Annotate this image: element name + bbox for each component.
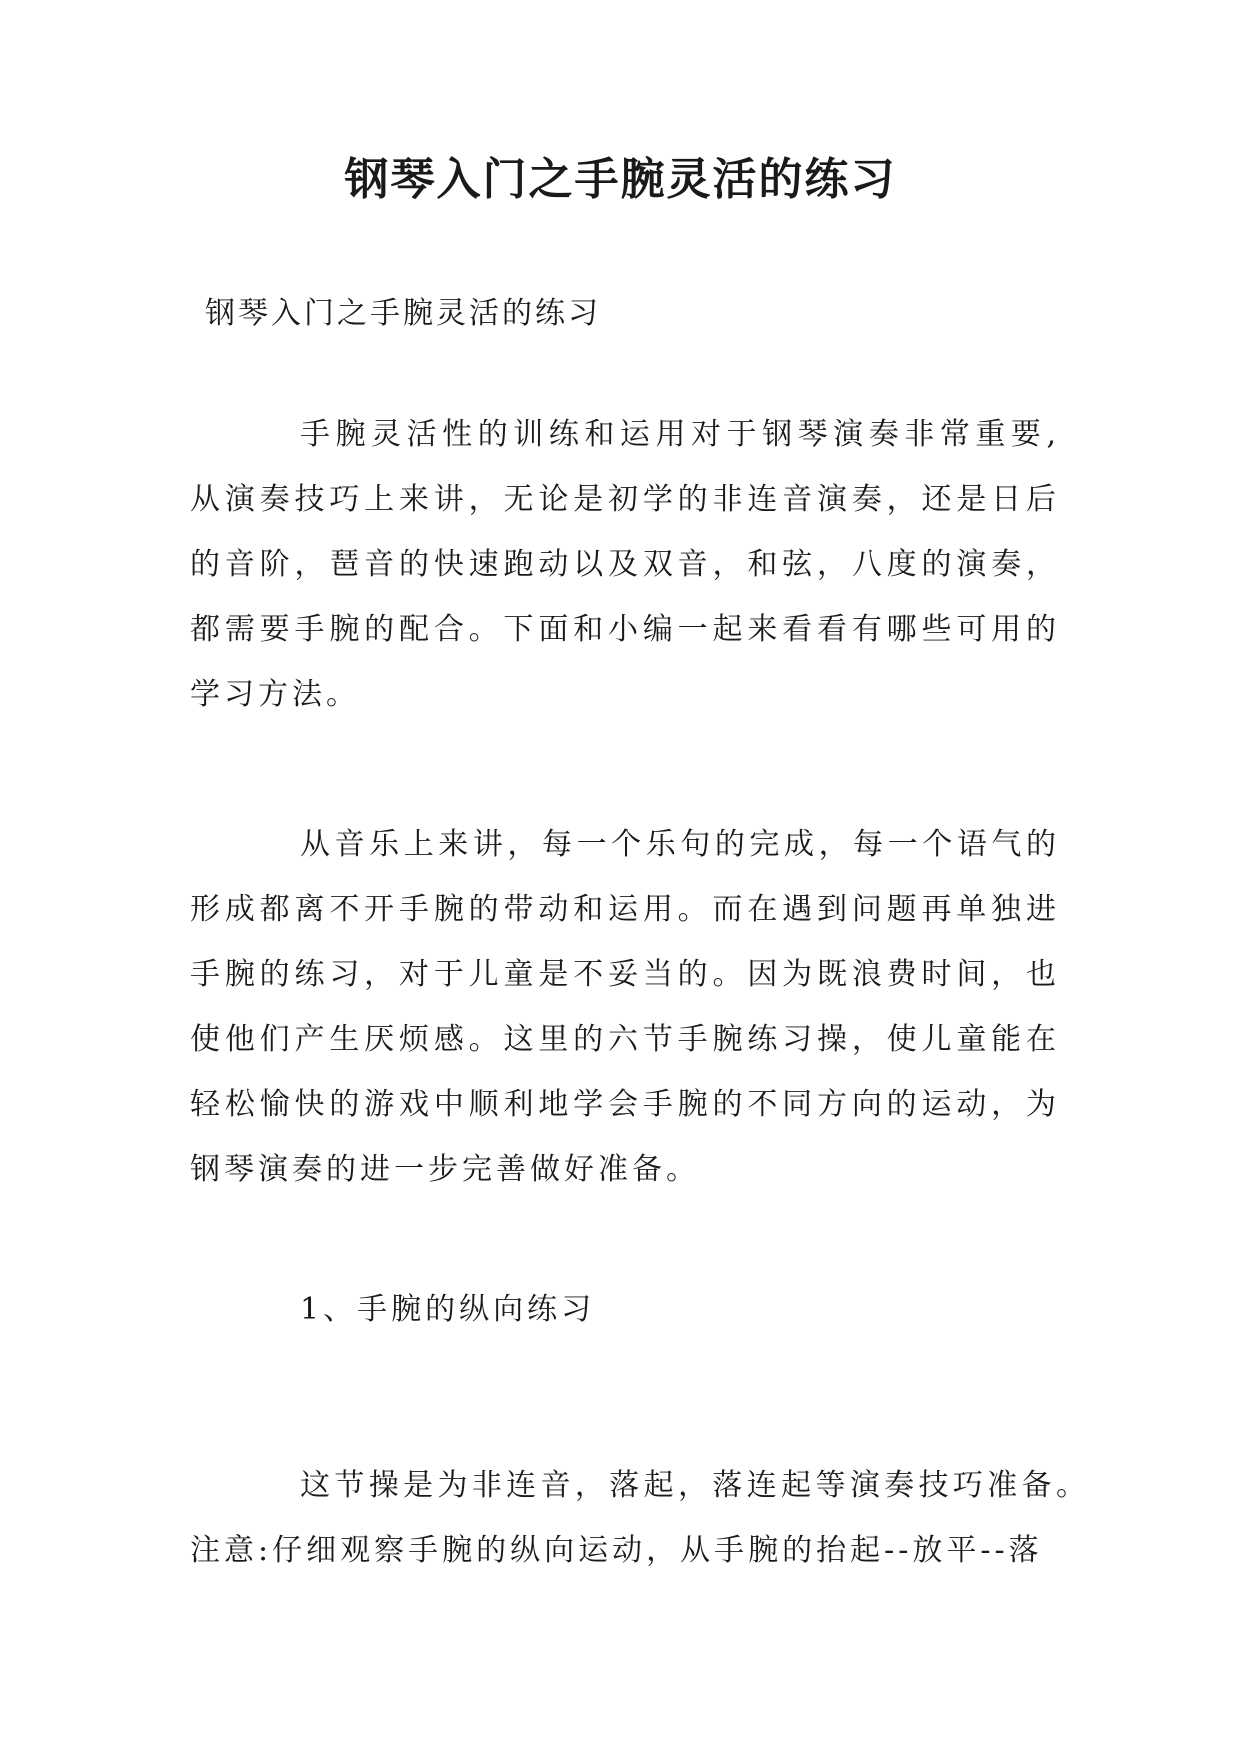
paragraph-music: 从音乐上来讲，每一个乐句的完成，每一个语气的形成都离不开手腕的带动和运用。而在遇到问题再单独进手腕的练习，对于儿童是不妥当的。因为既浪费时间，也使他们产生厌烦感。这里的六节手腕练习操，使儿童能在轻松愉快的游戏中顺利地学会手腕的不同方向的运动，为钢琴演奏的进一步完善做好准备。: [190, 827, 1060, 1187]
paragraph-intro: 手腕灵活性的训练和运用对于钢琴演奏非常重要,从演奏技巧上来讲，无论是初学的非连音演奏，还是日后的音阶，琶音的快速跑动以及双音，和弦，八度的演奏，都需要手腕的配合。下面和小编一起来看看有哪些可用的学习方法。: [190, 417, 1060, 712]
section-heading-vertical-practice: 1、手腕的纵向练习: [300, 1292, 596, 1327]
paragraph-vertical-practice: 这节操是为非连音，落起，落连起等演奏技巧准备。注意:仔细观察手腕的纵向运动，从手腕的抬起--放平--落: [190, 1468, 1090, 1568]
document-subtitle: 钢琴入门之手腕灵活的练习: [205, 296, 601, 331]
document-title: 钢琴入门之手腕灵活的练习: [344, 154, 897, 205]
